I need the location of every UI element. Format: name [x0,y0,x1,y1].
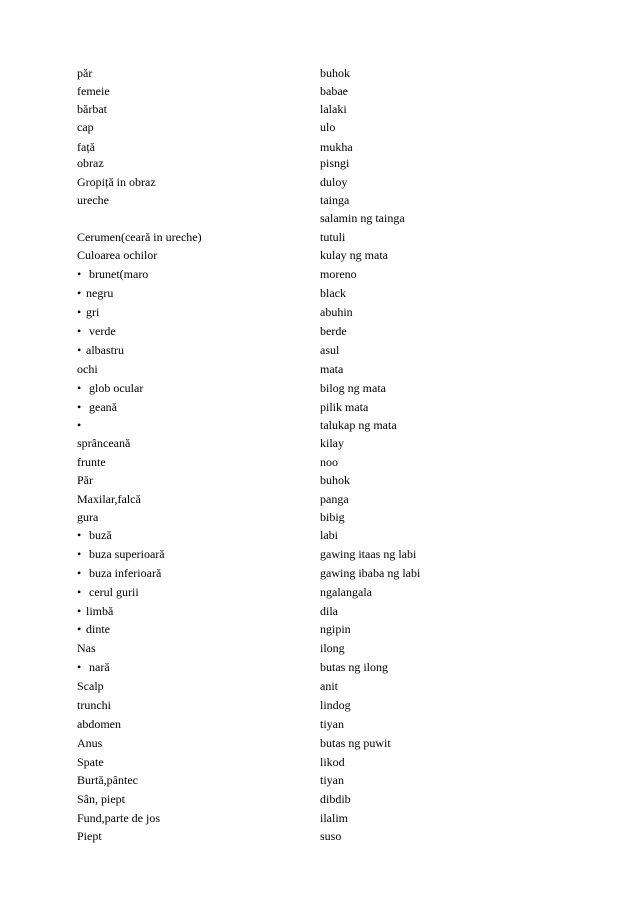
term-text: ureche [77,193,109,207]
bullet-icon: • [77,418,82,432]
term-tagalog: ulo [320,120,336,134]
term-tagalog: salamin ng tainga [320,211,405,225]
term-tagalog: kulay ng mata [320,248,388,262]
bullet-icon: • [77,547,82,561]
term-tagalog: asul [320,343,340,357]
term-text: Piept [77,829,102,843]
term-text: Gropiță in obraz [77,175,156,189]
bullet-icon: • [77,381,82,395]
term-tagalog: butas ng ilong [320,660,388,674]
term-tagalog: dila [320,604,338,618]
term-text: limbă [86,604,114,618]
bullet-icon: • [77,622,82,636]
term-tagalog: berde [320,324,347,338]
term-text: buza inferioară [86,566,162,580]
term-tagalog: labi [320,528,338,542]
term-tagalog: suso [320,829,342,843]
term-text: geană [86,400,117,414]
term-text: păr [77,66,93,80]
bullet-icon: • [77,660,82,674]
bullet-icon: • [77,267,82,281]
term-text: Maxilar,falcă [77,492,141,506]
term-tagalog: dibdib [320,792,351,806]
term-tagalog: gawing ibaba ng labi [320,566,421,580]
term-tagalog: buhok [320,473,350,487]
bullet-icon: • [77,585,82,599]
term-text: cap [77,120,94,134]
term-text: gura [77,510,99,524]
term-text: față [77,140,95,154]
term-text: trunchi [77,698,111,712]
term-text: brunet(maro [86,267,149,281]
term-tagalog: abuhin [320,305,353,319]
bullet-icon: • [77,528,82,542]
term-text: Cerumen(ceară in ureche) [77,230,202,244]
term-tagalog: panga [320,492,349,506]
term-text: Spate [77,755,104,769]
term-tagalog: gawing itaas ng labi [320,547,417,561]
term-text: frunte [77,455,106,469]
term-text: sprânceană [77,436,131,450]
term-text: obraz [77,156,104,170]
term-tagalog: babae [320,84,348,98]
term-tagalog: anit [320,679,338,693]
bullet-icon: • [77,604,82,618]
term-tagalog: bibig [320,510,345,524]
term-text: abdomen [77,717,121,731]
term-text: Anus [77,736,103,750]
bullet-icon: • [77,324,82,338]
term-tagalog: lalaki [320,102,347,116]
term-text: gri [86,305,100,319]
term-text: bărbat [77,102,107,116]
term-tagalog: moreno [320,267,357,281]
term-tagalog: kilay [320,436,344,450]
term-text: Fund,parte de jos [77,811,160,825]
term-text: buza superioară [86,547,165,561]
term-tagalog: tutuli [320,230,346,244]
term-tagalog: black [320,286,346,300]
term-tagalog: mata [320,362,344,376]
term-tagalog: tiyan [320,773,344,787]
bullet-icon: • [77,400,82,414]
term-tagalog: tainga [320,193,350,207]
term-tagalog: tiyan [320,717,344,731]
bullet-icon: • [77,286,82,300]
term-text: Burtă,pântec [77,773,138,787]
term-text: albastru [86,343,124,357]
term-text: verde [86,324,116,338]
term-text: Nas [77,641,96,655]
term-text: Scalp [77,679,104,693]
bullet-icon: • [77,305,82,319]
term-text: ochi [77,362,98,376]
term-text: dinte [86,622,110,636]
term-text: Culoarea ochilor [77,248,158,262]
term-text: Păr [77,473,93,487]
term-text: cerul gurii [86,585,139,599]
term-tagalog: butas ng puwit [320,736,391,750]
term-tagalog: ilong [320,641,345,655]
term-tagalog: pisngi [320,156,350,170]
term-tagalog: likod [320,755,345,769]
bullet-icon: • [77,343,82,357]
term-tagalog: bilog ng mata [320,381,386,395]
term-text: negru [86,286,114,300]
term-tagalog: pilik mata [320,400,369,414]
term-tagalog: ngalangala [320,585,372,599]
term-tagalog: ilalim [320,811,348,825]
bullet-icon: • [77,566,82,580]
term-text: buză [86,528,112,542]
term-text: Sân, piept [77,792,125,806]
term-tagalog: talukap ng mata [320,418,397,432]
term-tagalog: ngipin [320,622,351,636]
term-tagalog: buhok [320,66,350,80]
term-tagalog: lindog [320,698,351,712]
term-tagalog: duloy [320,175,348,189]
term-tagalog: mukha [320,140,353,154]
term-text: nară [86,660,110,674]
term-text: glob ocular [86,381,144,395]
term-tagalog: noo [320,455,338,469]
term-text: femeie [77,84,110,98]
